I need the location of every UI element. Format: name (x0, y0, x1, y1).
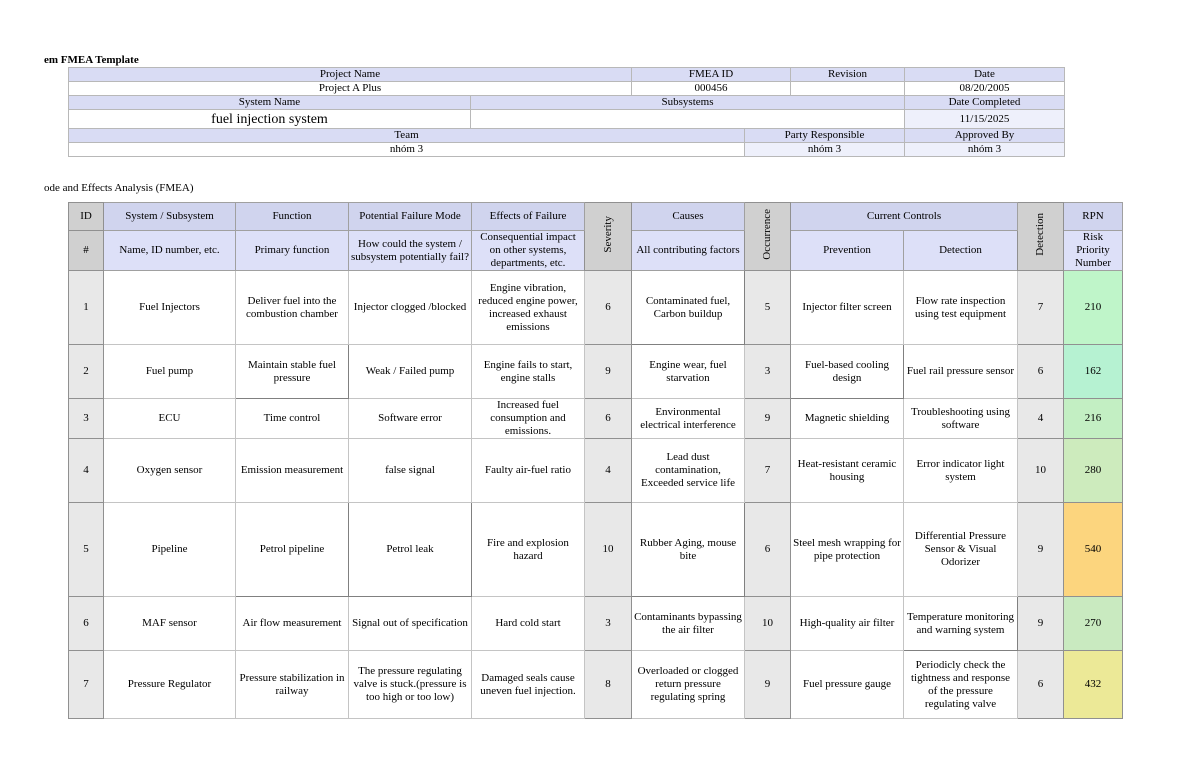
row-prevention[interactable]: Fuel pressure gauge (791, 651, 904, 719)
system-name-label: System Name (69, 96, 471, 110)
row-function[interactable]: Air flow measurement (236, 597, 349, 651)
row-effects[interactable]: Fire and explosion hazard (472, 503, 585, 597)
row-system[interactable]: Fuel Injectors (104, 271, 236, 345)
row-detection[interactable]: 6 (1018, 651, 1064, 719)
row-detection-control[interactable]: Temperature monitoring and warning system (904, 597, 1018, 651)
row-system[interactable]: ECU (104, 399, 236, 439)
fmea-id-label: FMEA ID (632, 68, 791, 82)
row-causes[interactable]: Rubber Aging, mouse bite (632, 503, 745, 597)
row-function[interactable]: Petrol pipeline (236, 503, 349, 597)
row-failure-mode[interactable]: Software error (349, 399, 472, 439)
col-causes-header: Causes (632, 203, 745, 231)
row-causes[interactable]: Contaminants bypassing the air filter (632, 597, 745, 651)
row-causes[interactable]: Overloaded or clogged return pressure regulating spring (632, 651, 745, 719)
project-name-label: Project Name (69, 68, 632, 82)
row-occurrence[interactable]: 6 (745, 503, 791, 597)
row-prevention[interactable]: Injector filter screen (791, 271, 904, 345)
table-row (69, 271, 1123, 345)
row-id: 6 (69, 597, 104, 651)
row-detection-control[interactable]: Troubleshooting using software (904, 399, 1018, 439)
row-rpn: 280 (1064, 439, 1123, 503)
col-prevention-header: Prevention (791, 231, 904, 271)
row-system[interactable]: Pressure Regulator (104, 651, 236, 719)
row-id: 7 (69, 651, 104, 719)
row-detection[interactable]: 10 (1018, 439, 1064, 503)
row-causes[interactable]: Engine wear, fuel starvation (632, 345, 745, 399)
row-system[interactable]: Fuel pump (104, 345, 236, 399)
party-responsible-field[interactable]: nhóm 3 (745, 143, 905, 157)
row-failure-mode[interactable]: Weak / Failed pump (349, 345, 472, 399)
row-severity[interactable]: 6 (585, 399, 632, 439)
row-failure-mode[interactable]: false signal (349, 439, 472, 503)
col-failure-mode-header: Potential Failure Mode (349, 203, 472, 231)
table-row (69, 597, 1123, 651)
section-title: ode and Effects Analysis (FMEA) (44, 182, 194, 194)
date-completed-field[interactable]: 11/15/2025 (905, 110, 1065, 129)
row-prevention[interactable]: Fuel-based cooling design (791, 345, 904, 399)
row-detection[interactable]: 9 (1018, 597, 1064, 651)
col-id-header: ID (69, 203, 104, 231)
row-severity[interactable]: 3 (585, 597, 632, 651)
row-detection-control[interactable]: Error indicator light system (904, 439, 1018, 503)
subsystems-field[interactable] (471, 110, 905, 129)
col-causes-subheader: All contributing factors (632, 231, 745, 271)
row-id: 2 (69, 345, 104, 399)
row-occurrence[interactable]: 10 (745, 597, 791, 651)
col-effects-header: Effects of Failure (472, 203, 585, 231)
row-id: 5 (69, 503, 104, 597)
row-failure-mode[interactable]: The pressure regulating valve is stuck.(pressure is too high or too low) (349, 651, 472, 719)
approved-by-field[interactable]: nhóm 3 (905, 143, 1065, 157)
team-field[interactable]: nhóm 3 (69, 143, 745, 157)
date-label: Date (905, 68, 1065, 82)
col-function-header: Function (236, 203, 349, 231)
row-failure-mode[interactable]: Petrol leak (349, 503, 472, 597)
row-rpn: 210 (1064, 271, 1123, 345)
row-prevention[interactable]: High-quality air filter (791, 597, 904, 651)
col-severity-header: Severity (585, 203, 632, 271)
row-effects[interactable]: Increased fuel consumption and emissions. (472, 399, 585, 439)
col-rpn-subheader: Risk Priority Number (1064, 231, 1123, 271)
table-row (69, 503, 1123, 597)
table-row (69, 651, 1123, 719)
row-detection-control[interactable]: Differential Pressure Sensor & Visual Odorizer (904, 503, 1018, 597)
col-detection-control-header: Detection (904, 231, 1018, 271)
revision-field[interactable] (791, 82, 905, 96)
row-effects[interactable]: Engine fails to start, engine stalls (472, 345, 585, 399)
row-detection[interactable]: 6 (1018, 345, 1064, 399)
row-detection-control[interactable]: Periodicly check the tightness and response of the pressure regulating valve (904, 651, 1018, 719)
col-effects-subheader: Consequential impact on other systems, departments, etc. (472, 231, 585, 271)
row-id: 4 (69, 439, 104, 503)
col-function-subheader: Primary function (236, 231, 349, 271)
row-causes[interactable]: Lead dust contamination, Exceeded service life (632, 439, 745, 503)
row-causes[interactable]: Contaminated fuel, Carbon buildup (632, 271, 745, 345)
row-function[interactable]: Deliver fuel into the combustion chamber (236, 271, 349, 345)
row-occurrence[interactable]: 5 (745, 271, 791, 345)
col-occurrence-header: Occurrence (745, 203, 791, 271)
row-rpn: 216 (1064, 399, 1123, 439)
row-severity[interactable]: 10 (585, 503, 632, 597)
row-occurrence[interactable]: 9 (745, 651, 791, 719)
row-detection-control[interactable]: Fuel rail pressure sensor (904, 345, 1018, 399)
row-id: 1 (69, 271, 104, 345)
row-rpn: 270 (1064, 597, 1123, 651)
row-failure-mode[interactable]: Injector clogged /blocked (349, 271, 472, 345)
row-rpn: 540 (1064, 503, 1123, 597)
party-responsible-label: Party Responsible (745, 129, 905, 143)
col-system-subheader: Name, ID number, etc. (104, 231, 236, 271)
table-row (69, 345, 1123, 399)
subsystems-label: Subsystems (471, 96, 905, 110)
row-effects[interactable]: Damaged seals cause uneven fuel injection. (472, 651, 585, 719)
system-name-field[interactable]: fuel injection system (69, 110, 471, 129)
row-system[interactable]: Pipeline (104, 503, 236, 597)
row-detection[interactable]: 7 (1018, 271, 1064, 345)
row-severity[interactable]: 6 (585, 271, 632, 345)
row-rpn: 432 (1064, 651, 1123, 719)
row-occurrence[interactable]: 9 (745, 399, 791, 439)
row-id: 3 (69, 399, 104, 439)
row-function[interactable]: Time control (236, 399, 349, 439)
row-severity[interactable]: 8 (585, 651, 632, 719)
project-name-field[interactable]: Project A Plus (69, 82, 632, 96)
row-failure-mode[interactable]: Signal out of specification (349, 597, 472, 651)
row-severity[interactable]: 4 (585, 439, 632, 503)
row-prevention[interactable]: Magnetic shielding (791, 399, 904, 439)
row-prevention[interactable]: Heat-resistant ceramic housing (791, 439, 904, 503)
row-severity[interactable]: 9 (585, 345, 632, 399)
row-function[interactable]: Emission measurement (236, 439, 349, 503)
row-effects[interactable]: Faulty air-fuel ratio (472, 439, 585, 503)
fmea-id-field[interactable]: 000456 (632, 82, 791, 96)
row-prevention[interactable]: Steel mesh wrapping for pipe protection (791, 503, 904, 597)
row-system[interactable]: Oxygen sensor (104, 439, 236, 503)
col-id-subheader: # (69, 231, 104, 271)
revision-label: Revision (791, 68, 905, 82)
team-label: Team (69, 129, 745, 143)
col-detection-header: Detection (1018, 203, 1064, 271)
row-rpn: 162 (1064, 345, 1123, 399)
row-occurrence[interactable]: 7 (745, 439, 791, 503)
row-detection[interactable]: 9 (1018, 503, 1064, 597)
col-controls-header: Current Controls (791, 203, 1018, 231)
date-completed-label: Date Completed (905, 96, 1065, 110)
row-detection[interactable]: 4 (1018, 399, 1064, 439)
table-row (69, 439, 1123, 503)
approved-by-label: Approved By (905, 129, 1065, 143)
row-causes[interactable]: Environmental electrical interference (632, 399, 745, 439)
col-system-header: System / Subsystem (104, 203, 236, 231)
row-occurrence[interactable]: 3 (745, 345, 791, 399)
col-rpn-header: RPN (1064, 203, 1123, 231)
row-function[interactable]: Pressure stabilization in railway (236, 651, 349, 719)
table-row (69, 399, 1123, 439)
row-system[interactable]: MAF sensor (104, 597, 236, 651)
project-header-table (68, 67, 1065, 157)
row-detection-control[interactable]: Flow rate inspection using test equipment (904, 271, 1018, 345)
col-failure-mode-subheader: How could the system / subsystem potentially fail? (349, 231, 472, 271)
fmea-table (68, 202, 1123, 719)
row-effects[interactable]: Hard cold start (472, 597, 585, 651)
row-function[interactable]: Maintain stable fuel pressure (236, 345, 349, 399)
row-effects[interactable]: Engine vibration, reduced engine power, increased exhaust emissions (472, 271, 585, 345)
page-title: em FMEA Template (44, 54, 139, 66)
date-field[interactable]: 08/20/2005 (905, 82, 1065, 96)
